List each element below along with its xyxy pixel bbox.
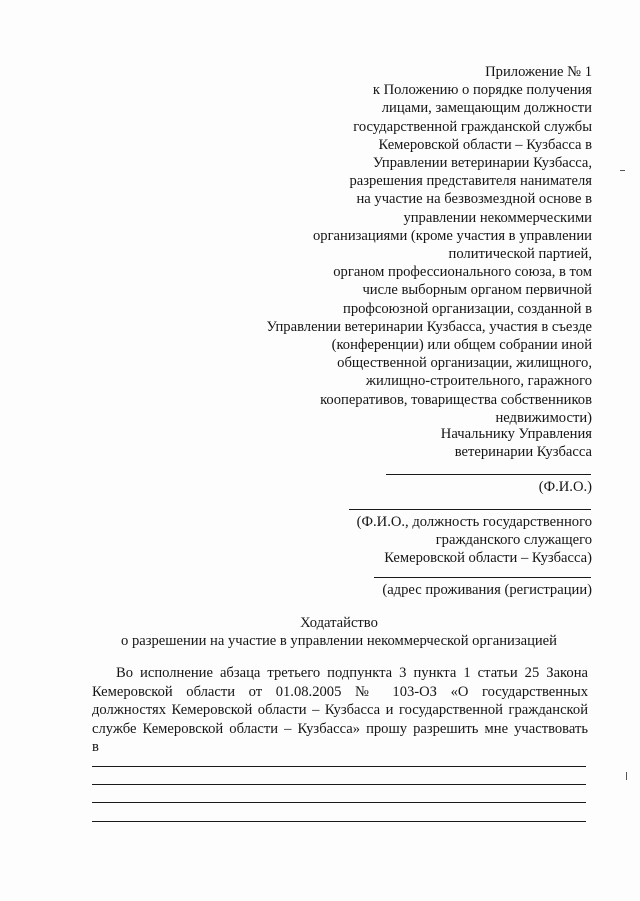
petition-subtitle: о разрешении на участие в управлении некоммерческой организацией [121, 633, 557, 649]
body-line: Кемеровской области от 01.08.2005 № 103-ОЗ «О государственных [92, 683, 588, 700]
address-caption: (адрес проживания (регистрации) [382, 582, 592, 598]
appendix-line: Кемеровской области – Кузбасса в [378, 136, 592, 153]
applicant-line[interactable] [349, 509, 591, 510]
fill-line[interactable] [92, 784, 586, 785]
appendix-line: на участие на безвозмездной основе в [356, 191, 592, 208]
appendix-line: недвижимости) [495, 409, 592, 426]
applicant-caption-line: (Ф.И.О., должность государственного [356, 514, 592, 530]
applicant-caption [357, 513, 592, 568]
fill-line[interactable] [92, 821, 586, 822]
head-fio-caption: (Ф.И.О.) [538, 479, 592, 495]
appendix-line: к Положению о порядке получения [372, 82, 592, 99]
appendix-line: организациями (кроме участия в управлении [312, 227, 592, 244]
appendix-line: управлении некоммерческими [403, 209, 592, 226]
fill-line[interactable] [92, 766, 586, 767]
appendix-line: профсоюзной организации, созданной в [343, 300, 592, 317]
petition-title: Ходатайство [300, 615, 378, 631]
appendix-line: лицами, замещающим должности [381, 100, 592, 117]
head-fio-line[interactable] [386, 474, 591, 475]
scan-mark [626, 772, 627, 780]
applicant-caption-line: Кемеровской области – Кузбасса) [384, 550, 592, 567]
body-line: должностях Кемеровской области – Кузбасса и государственной гражданской [92, 702, 588, 719]
address-line[interactable] [374, 577, 591, 578]
appendix-line: числе выборным органом первичной [362, 282, 592, 299]
appendix-line: жилищно-строительного, гаражного [365, 373, 592, 390]
appendix-line: общественной организации, жилищного, [337, 355, 592, 372]
body-line: Во исполнение абзаца третьего подпункта 3 пункта 1 статьи 25 Закона [116, 665, 588, 681]
fill-line[interactable] [92, 802, 586, 803]
petition-body [92, 664, 588, 757]
appendix-line: Управлении ветеринарии Кузбасса, участия в съезде [266, 318, 592, 335]
addressee-block [441, 425, 592, 461]
appendix-line: Приложение № 1 [485, 64, 592, 80]
appendix-line: (конференции) или общем собрании иной [331, 337, 592, 354]
applicant-caption-line: гражданского служащего [435, 532, 592, 549]
body-line: службе Кемеровской области – Кузбасса» прошу разрешить мне участвовать [92, 720, 588, 737]
appendix-line: политической партией, [448, 246, 592, 263]
appendix-line: государственной гражданской службы [353, 118, 592, 135]
body-line: в [92, 739, 99, 756]
appendix-line: Управлении ветеринарии Кузбасса, [372, 155, 592, 172]
appendix-header [266, 63, 592, 427]
appendix-line: органом профессионального союза, в том [333, 264, 592, 281]
addressee-line: ветеринарии Кузбасса [454, 444, 592, 461]
appendix-line: кооперативов, товарищества собственников [320, 391, 592, 408]
scan-mark [620, 170, 625, 171]
addressee-line: Начальнику Управления [440, 426, 592, 442]
appendix-line: разрешения представителя нанимателя [349, 173, 592, 190]
